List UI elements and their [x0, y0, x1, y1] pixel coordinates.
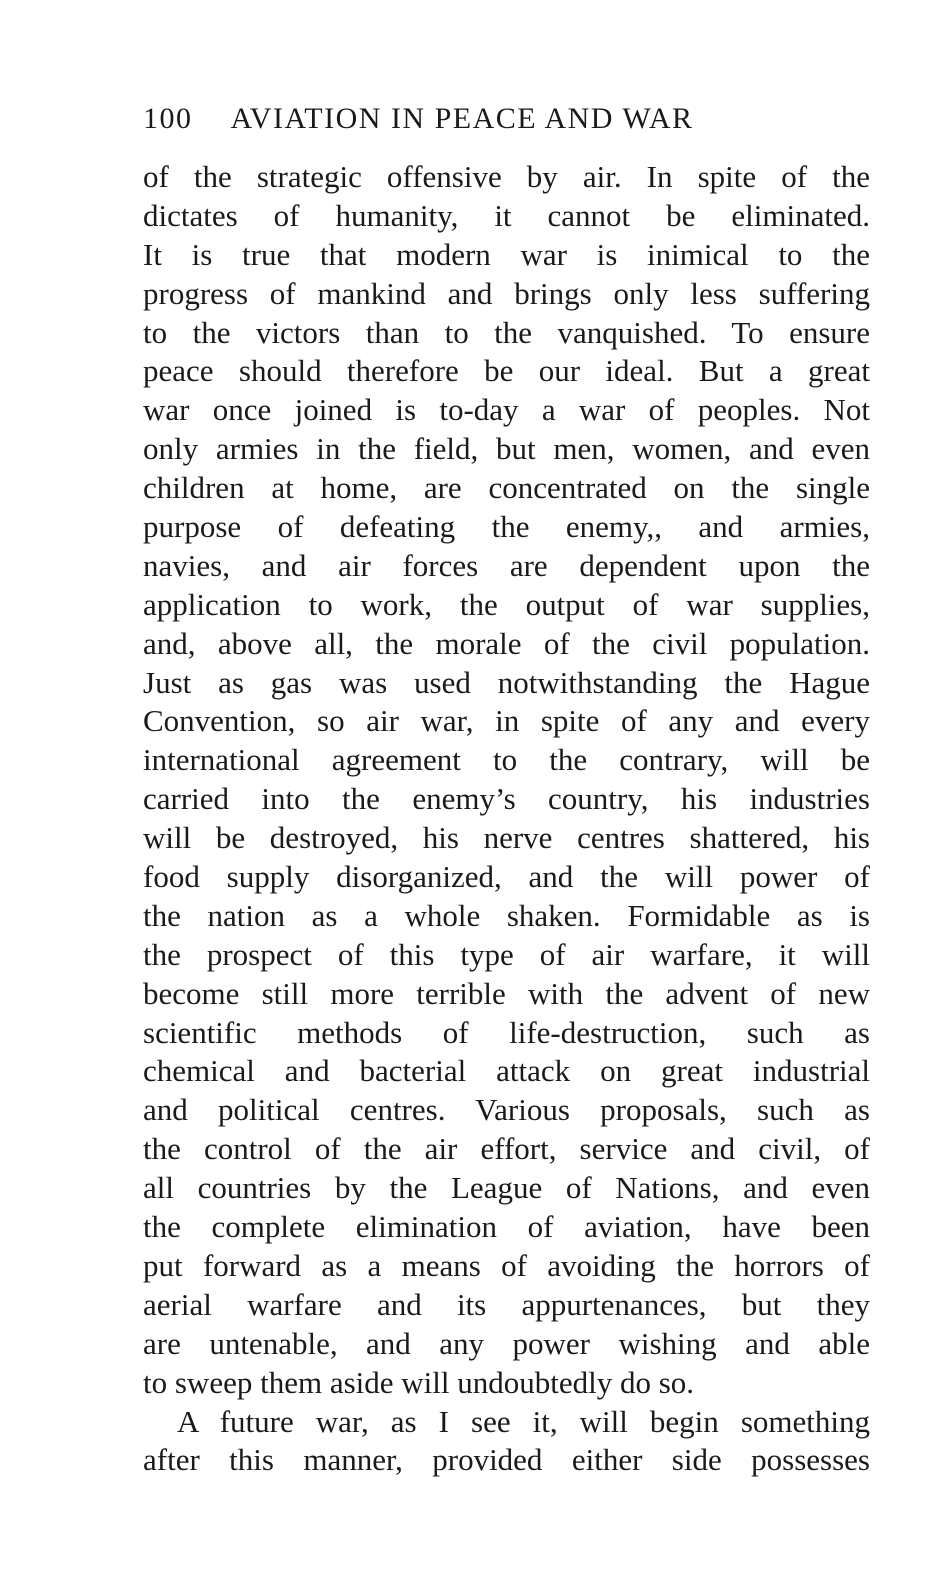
text-line: progress of mankind and brings only less suffering — [143, 275, 870, 311]
text-line: children at home, are concentrated on the single — [143, 470, 870, 506]
text-line: food supply disorganized, and the will power of — [143, 859, 870, 895]
paragraph-1 — [143, 158, 870, 1403]
body-text — [143, 158, 870, 1480]
page-number: 100 — [143, 102, 193, 135]
text-line: only armies in the field, but men, women, and even — [143, 431, 870, 467]
text-line: to sweep them aside will undoubtedly do so. — [143, 1364, 695, 1400]
text-line: all countries by the League of Nations, and even — [143, 1170, 870, 1206]
text-line: peace should therefore be our ideal. But a great — [143, 353, 870, 389]
text-line: to the victors than to the vanquished. To ensure — [143, 314, 870, 350]
running-head — [143, 98, 870, 140]
text-line: of the strategic offensive by air. In spite of the — [143, 159, 870, 194]
text-line: purpose of defeating the enemy,, and armies, — [143, 509, 870, 545]
book-page — [143, 98, 870, 1480]
text-line: Convention, so air war, in spite of any and every — [143, 703, 870, 739]
text-line: put forward as a means of avoiding the horrors of — [143, 1247, 870, 1283]
text-line: and, above all, the morale of the civil population. — [143, 625, 870, 661]
text-line: the control of the air effort, service and civil, of — [143, 1131, 870, 1167]
text-line: international agreement to the contrary, will be — [143, 742, 870, 778]
paragraph-2 — [143, 1403, 870, 1481]
text-line: the nation as a whole shaken. Formidable as is — [143, 897, 870, 933]
text-line: Just as gas was used notwithstanding the Hague — [143, 664, 870, 700]
text-line: after this manner, provided either side possesses — [143, 1442, 870, 1478]
text-line: the prospect of this type of air warfare, it will — [143, 936, 870, 972]
text-line: navies, and air forces are dependent upon the — [143, 547, 870, 583]
text-line: war once joined is to-day a war of peoples. Not — [143, 392, 870, 428]
running-title: AVIATION IN PEACE AND WAR — [230, 102, 694, 135]
text-line: become still more terrible with the advent of new — [143, 975, 870, 1011]
text-line: A future war, as I see it, will begin something — [177, 1403, 870, 1439]
text-line: scientific methods of life-destruction, such as — [143, 1014, 870, 1050]
text-line: will be destroyed, his nerve centres shattered, his — [143, 820, 870, 856]
text-line: and political centres. Various proposals, such as — [143, 1092, 870, 1128]
text-line: are untenable, and any power wishing and able — [143, 1325, 870, 1361]
text-line: It is true that modern war is inimical to the — [143, 236, 870, 272]
text-line: aerial warfare and its appurtenances, but they — [143, 1286, 870, 1322]
text-line: carried into the enemy’s country, his industries — [143, 781, 870, 817]
text-line: the complete elimination of aviation, have been — [143, 1209, 870, 1245]
text-line: chemical and bacterial attack on great industrial — [143, 1053, 870, 1089]
text-line: dictates of humanity, it cannot be eliminated. — [143, 197, 870, 233]
text-line: application to work, the output of war supplies, — [143, 586, 870, 622]
